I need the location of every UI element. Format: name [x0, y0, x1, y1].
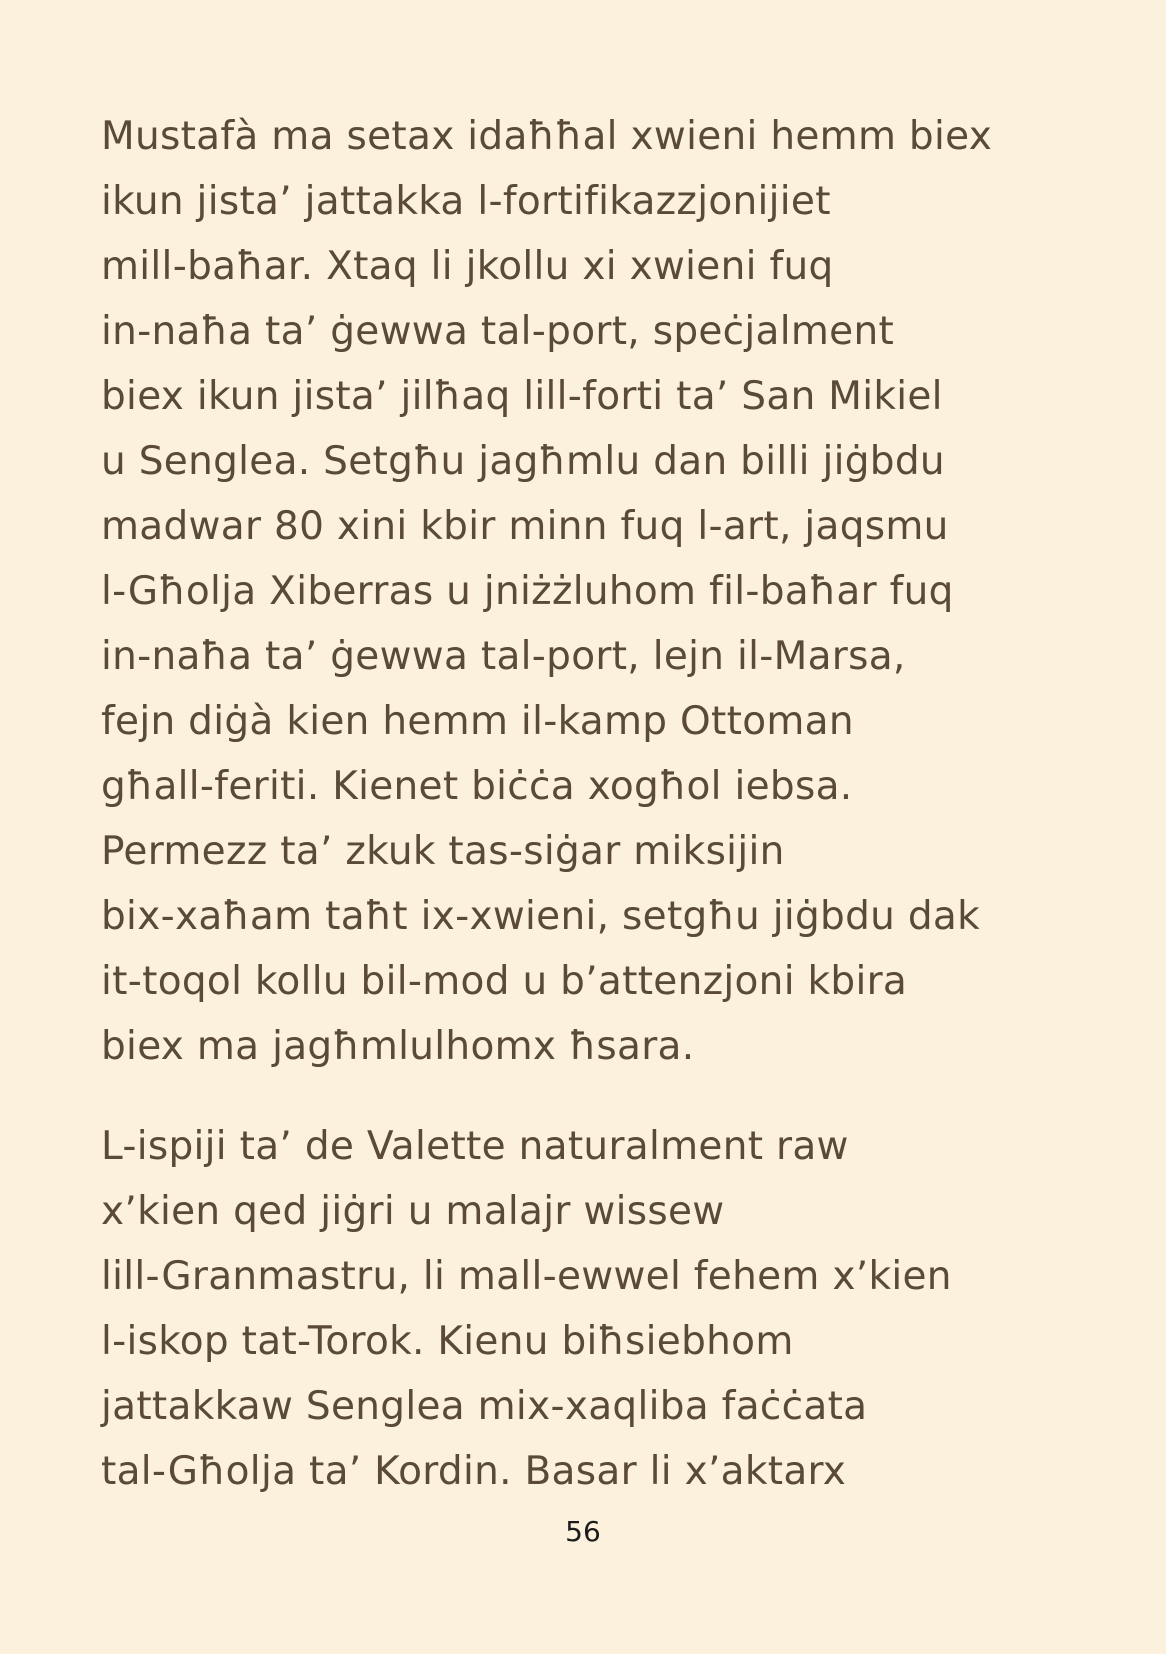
page-number: 56 — [565, 1515, 601, 1548]
text-line: Mustafà ma setax idaħħal xwieni hemm biex — [101, 114, 993, 159]
text-line: tal-Għolja ta’ Kordin. Basar li x’aktarx — [101, 1449, 847, 1494]
text-line: Permezz ta’ zkuk tas-siġar miksijin — [101, 829, 785, 874]
text-line: it-toqol kollu bil-mod u b’attenzjoni kbira — [101, 959, 908, 1004]
text-line: għall-feriti. Kienet biċċa xogħol iebsa. — [101, 764, 853, 809]
text-line: bix-xaħam taħt ix-xwieni, setgħu jiġbdu dak — [101, 894, 980, 939]
text-line: in-naħa ta’ ġewwa tal-port, speċjalment — [101, 309, 895, 354]
text-line: x’kien qed jiġri u malajr wissew — [101, 1189, 725, 1234]
text-line: L-ispiji ta’ de Valette naturalment raw — [101, 1124, 849, 1169]
text-line: lill-Granmastru, li mall-ewwel fehem x’kien — [101, 1254, 952, 1299]
text-line: in-naħa ta’ ġewwa tal-port, lejn il-Marsa, — [101, 634, 906, 679]
text-line: u Senglea. Setgħu jagħmlu dan billi jiġbdu — [101, 439, 945, 484]
text-line: jattakkaw Senglea mix-xaqliba faċċata — [101, 1384, 868, 1429]
text-line: ikun jista’ jattakka l-fortifikazzjonijiet — [101, 179, 831, 224]
text-line: l-Għolja Xiberras u jniżżluhom fil-baħar fuq — [101, 569, 954, 614]
text-line: mill-baħar. Xtaq li jkollu xi xwieni fuq — [101, 244, 834, 289]
text-line: l-iskop tat-Torok. Kienu biħsiebhom — [101, 1319, 794, 1364]
paragraph-2 — [101, 1114, 1081, 1504]
text-line: biex ma jagħmlulhomx ħsara. — [101, 1024, 695, 1069]
text-line: biex ikun jista’ jilħaq lill-forti ta’ San Mikiel — [101, 374, 943, 419]
text-line: fejn diġà kien hemm il-kamp Ottoman — [101, 699, 854, 744]
paragraph-1 — [101, 104, 1081, 1079]
text-line: madwar 80 xini kbir minn fuq l-art, jaqsmu — [101, 504, 949, 549]
